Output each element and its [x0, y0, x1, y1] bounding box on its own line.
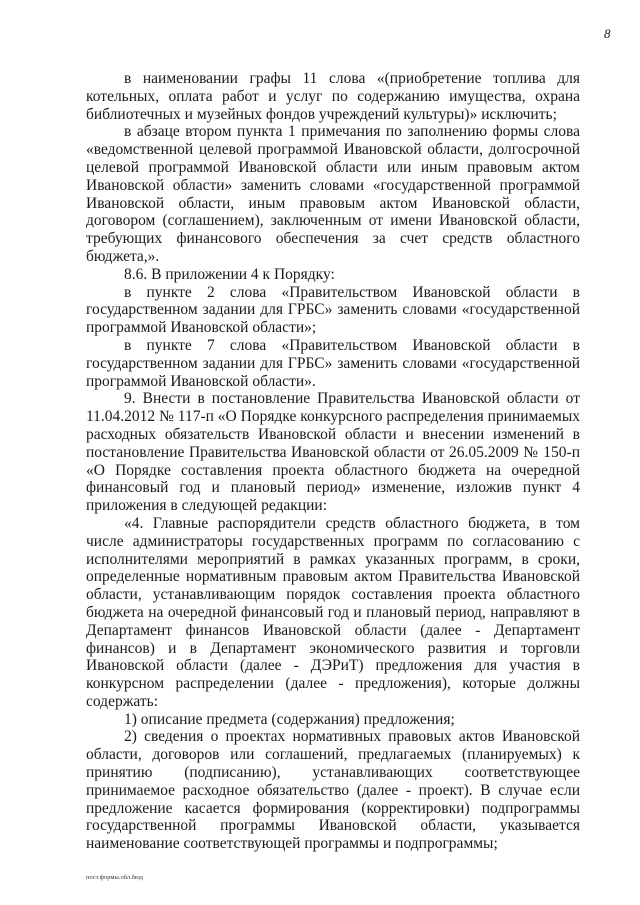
document-body [86, 70, 580, 853]
paragraph: в наименовании графы 11 слова «(приобретение топлива для котельных, оплата работ и услуг по содержанию имущества, охрана библиотечных и музейных фондов учреждений культуры)» исключить; [86, 70, 580, 123]
paragraph: 2) сведения о проектах нормативных правовых актов Ивановской области, договоров или соглашений, предлагаемых (планируемых) к принятию (подписанию), устанавливающих соответствующее принимаемое расходное обязательство (далее - проект). В случае если предложение касается формирования (корректировки) подпрограммы государственной программы Ивановской области, указывается наименование соответствующей программы и подпрограммы; [86, 728, 580, 853]
page-number: 8 [604, 26, 611, 41]
footer-filename: пост.формы.обл.бюд [86, 874, 143, 881]
paragraph: в пункте 2 слова «Правительством Ивановской области в государственном задании для ГРБС» заменить словами «государственной программой Ивановской области»; [86, 283, 580, 337]
paragraph: 9. Внести в постановление Правительства Ивановской области от 11.04.2012 № 117-п «О Порядке конкурсного распределения принимаемых расходных обязательств Ивановской области и внесении изменений в постановление Правительства Ивановской области от 26.05.2009 № 150-п «О Порядке составления проекта областного бюджета на очередной финансовый год и плановый период» изменение, изложив пункт 4 приложения в следующей редакции: [86, 390, 580, 515]
paragraph: 1) описание предмета (содержания) предложения; [124, 710, 455, 728]
paragraph: в абзаце втором пункта 1 примечания по заполнению формы слова «ведомственной целевой программой Ивановской области, долгосрочной целевой программой Ивановской области или иным правовым актом Ивановской области» заменить словами «государственной программой Ивановской области, иным правовым актом Ивановской области, договором (соглашением), заключенным от имени Ивановской области, требующих финансового обеспечения за счет средств областного бюджета,». [86, 123, 580, 265]
paragraph: 8.6. В приложении 4 к Порядку: [124, 265, 335, 283]
paragraph: «4. Главные распорядители средств областного бюджета, в том числе администраторы государственных программ по согласованию с исполнителями мероприятий в рамках указанных программ, в сроки, определенные нормативным правовым актом Правительства Ивановской области, устанавливающим порядок составления проекта областного бюджета на очередной финансовый год и плановый период, направляют в Департамент финансов Ивановской области (далее - Департамент финансов) и в Департамент экономического развития и торговли Ивановской области (далее - ДЭРиТ) предложения для участия в конкурсном распределении (далее - предложения), которые должны содержать: [86, 514, 580, 710]
paragraph: в пункте 7 слова «Правительством Ивановской области в государственном задании для ГРБС» заменить словами «государственной программой Ивановской области». [86, 336, 580, 390]
